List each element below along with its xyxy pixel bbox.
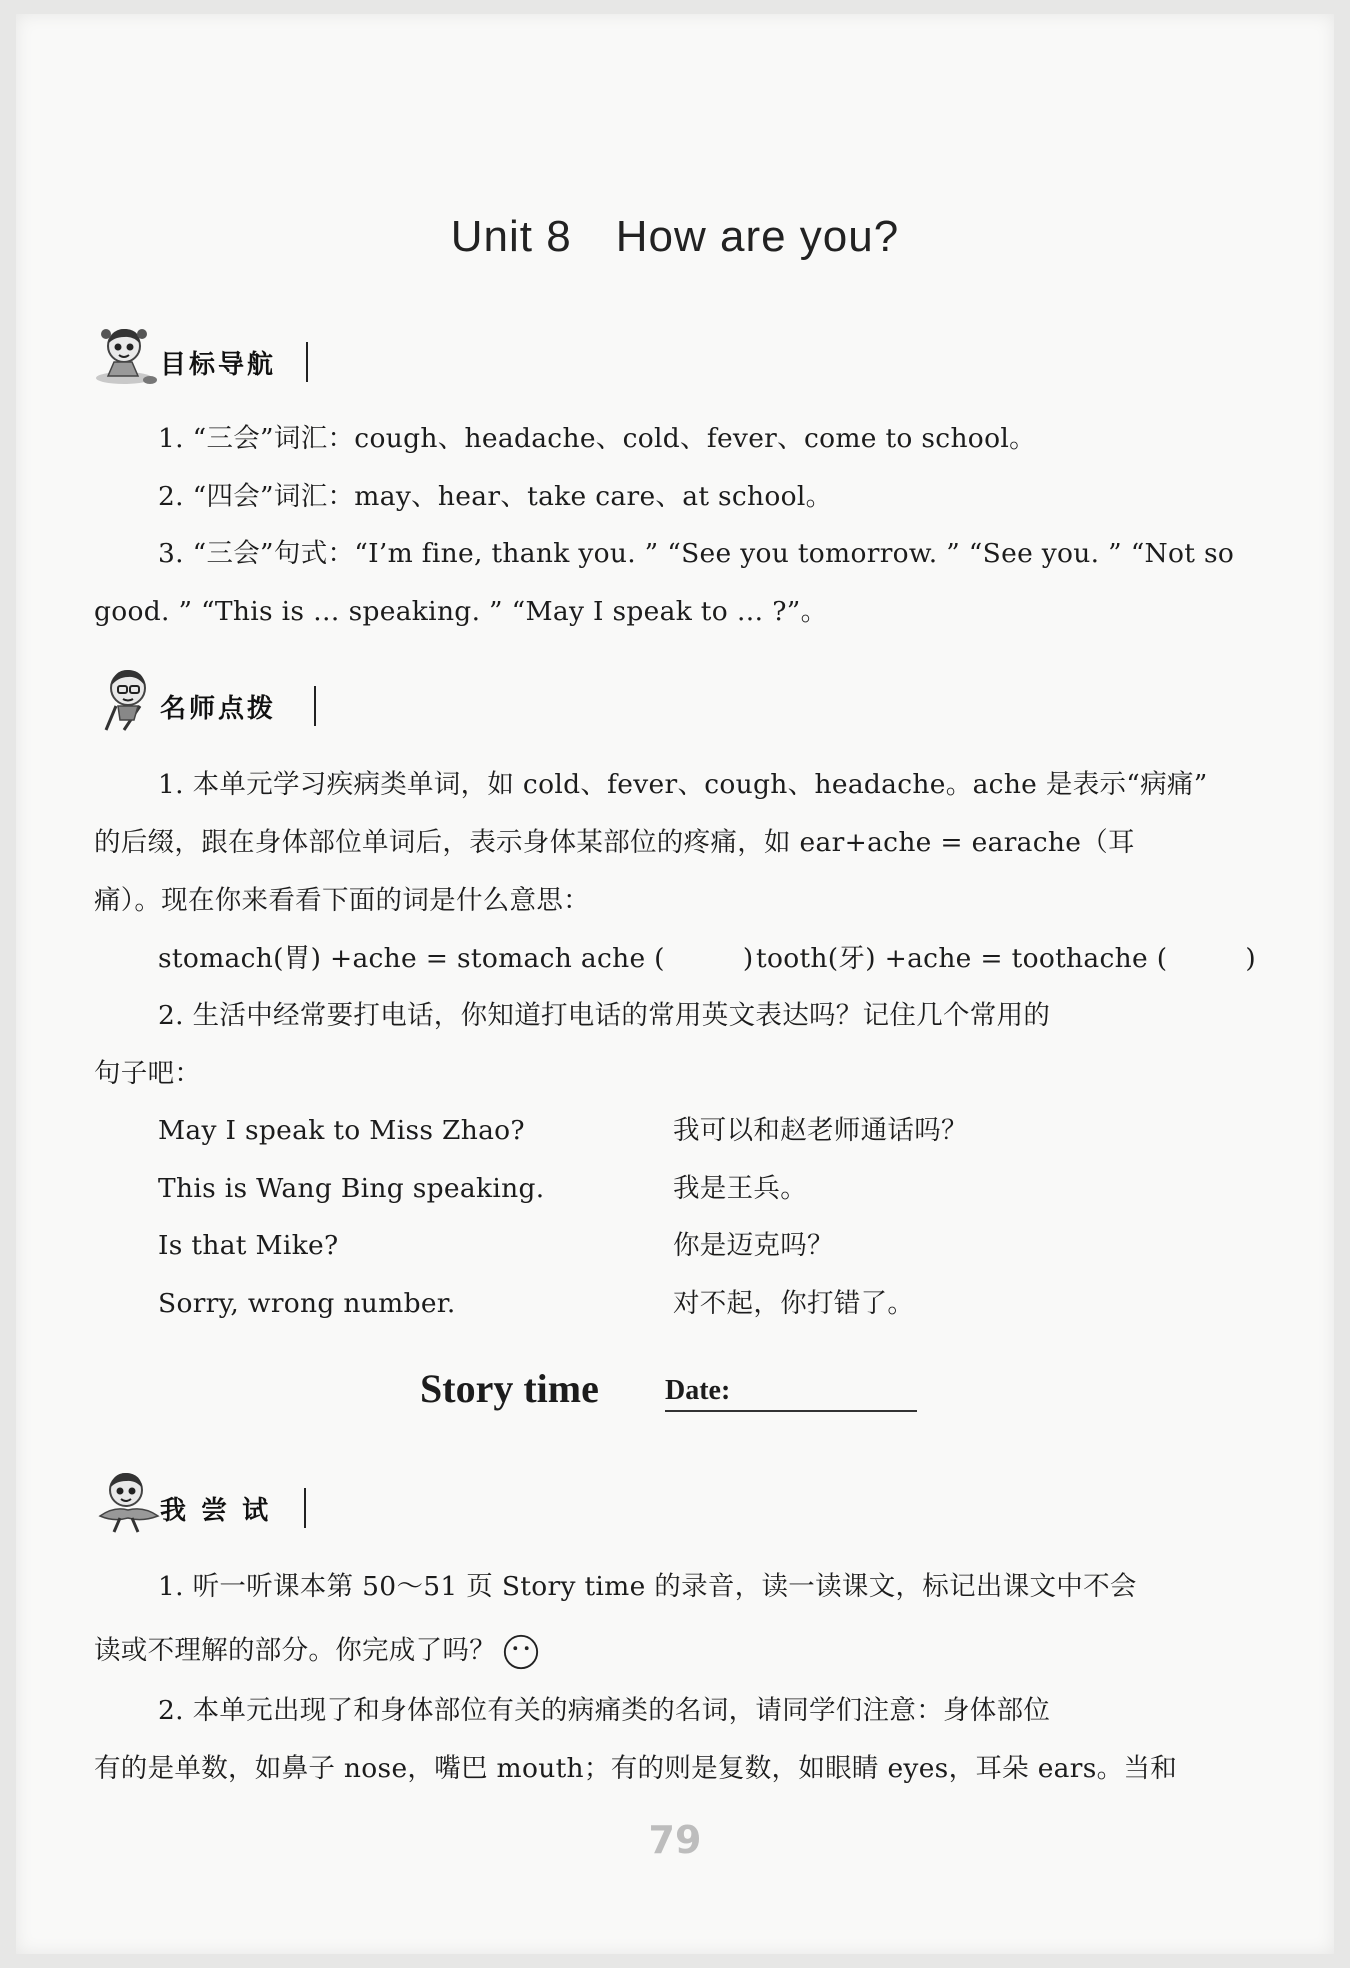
smiley-face-icon[interactable]: [502, 1633, 540, 1671]
tip-2-line-2: 句子吧：: [94, 1058, 202, 1089]
try-1-text: 读或不理解的部分。你完成了吗？: [94, 1635, 496, 1666]
heading-divider: [306, 342, 308, 382]
unit-number: Unit 8: [450, 212, 572, 261]
exercise-text: stomach(胃) +ache = stomach ache (: [158, 943, 665, 974]
exercise-paren: ): [1245, 943, 1256, 974]
section-heading-label: 名师点拨: [160, 694, 277, 724]
date-label: Date:: [665, 1375, 731, 1406]
section-heading-try: [94, 1466, 334, 1536]
unit-title: [0, 212, 1350, 262]
phrase-en: May I speak to Miss Zhao?: [158, 1115, 525, 1146]
story-time-title: Story time: [420, 1366, 599, 1411]
heading-divider: [314, 686, 316, 726]
heading-divider: [304, 1488, 306, 1528]
tip-1-line-1: 1. 本单元学习疾病类单词，如 cold、fever、cough、headache。ache 是表示“病痛”: [158, 769, 1208, 800]
phrase-zh: 对不起，你打错了。: [673, 1288, 915, 1319]
exercise-toothache: [756, 942, 1256, 976]
phrase-en: Is that Mike?: [158, 1230, 339, 1261]
exercise-text: tooth(牙) +ache = toothache (: [756, 943, 1168, 974]
phrase-zh: 我是王兵。: [673, 1173, 807, 1204]
tip-1-line-2: 的后缀，跟在身体部位单词后，表示身体某部位的疼痛，如 ear+ache = earache（耳: [94, 827, 1135, 858]
phrase-zh: 你是迈克吗？: [673, 1230, 834, 1261]
section-heading-tips: [94, 664, 334, 734]
exercise-stomach-ache: [158, 942, 753, 976]
section-heading-label: 目标导航: [160, 350, 277, 380]
tip-1-line-3: 痛）。现在你来看看下面的词是什么意思：: [94, 885, 590, 916]
try-2-line-1: 2. 本单元出现了和身体部位有关的病痛类的名词，请同学们注意：身体部位: [158, 1695, 1051, 1726]
tip-2-line-1: 2. 生活中经常要打电话，你知道打电话的常用英文表达吗？记住几个常用的: [158, 1000, 1051, 1031]
girl-mascot-icon: [94, 320, 164, 390]
section-heading-goals: [94, 320, 334, 390]
exercise-paren: ): [742, 943, 754, 974]
page-number: 79: [648, 1818, 702, 1862]
try-2-line-2: 有的是单数，如鼻子 nose，嘴巴 mouth；有的则是复数，如眼睛 eyes，耳朵 ears。当和: [94, 1753, 1178, 1784]
phrase-zh: 我可以和赵老师通话吗？: [673, 1115, 968, 1146]
girl-mascot-icon: [94, 1466, 164, 1536]
goal-line-2: 2. “四会”词汇：may、hear、take care、at school。: [158, 481, 833, 512]
section-heading-label: 我 尝 试: [160, 1496, 272, 1526]
try-1-line-2: [94, 1633, 540, 1671]
goal-line-1: 1. “三会”词汇：cough、headache、cold、fever、come to school。: [158, 423, 1036, 454]
goal-line-3: 3. “三会”句式：“I’m fine, thank you. ” “See you tomorrow. ” “See you. ” “Not so: [158, 538, 1235, 569]
unit-name: How are you?: [615, 212, 900, 261]
try-1-line-1: 1. 听一听课本第 50～51 页 Story time 的录音，读一读课文，标记出课文中不会: [158, 1571, 1137, 1602]
boy-mascot-icon: [94, 664, 164, 734]
goal-line-4: good. ” “This is … speaking. ” “May I speak to … ?”。: [94, 596, 828, 627]
phrase-en: Sorry, wrong number.: [158, 1288, 456, 1319]
phrase-en: This is Wang Bing speaking.: [158, 1173, 545, 1204]
date-blank[interactable]: [665, 1410, 917, 1412]
